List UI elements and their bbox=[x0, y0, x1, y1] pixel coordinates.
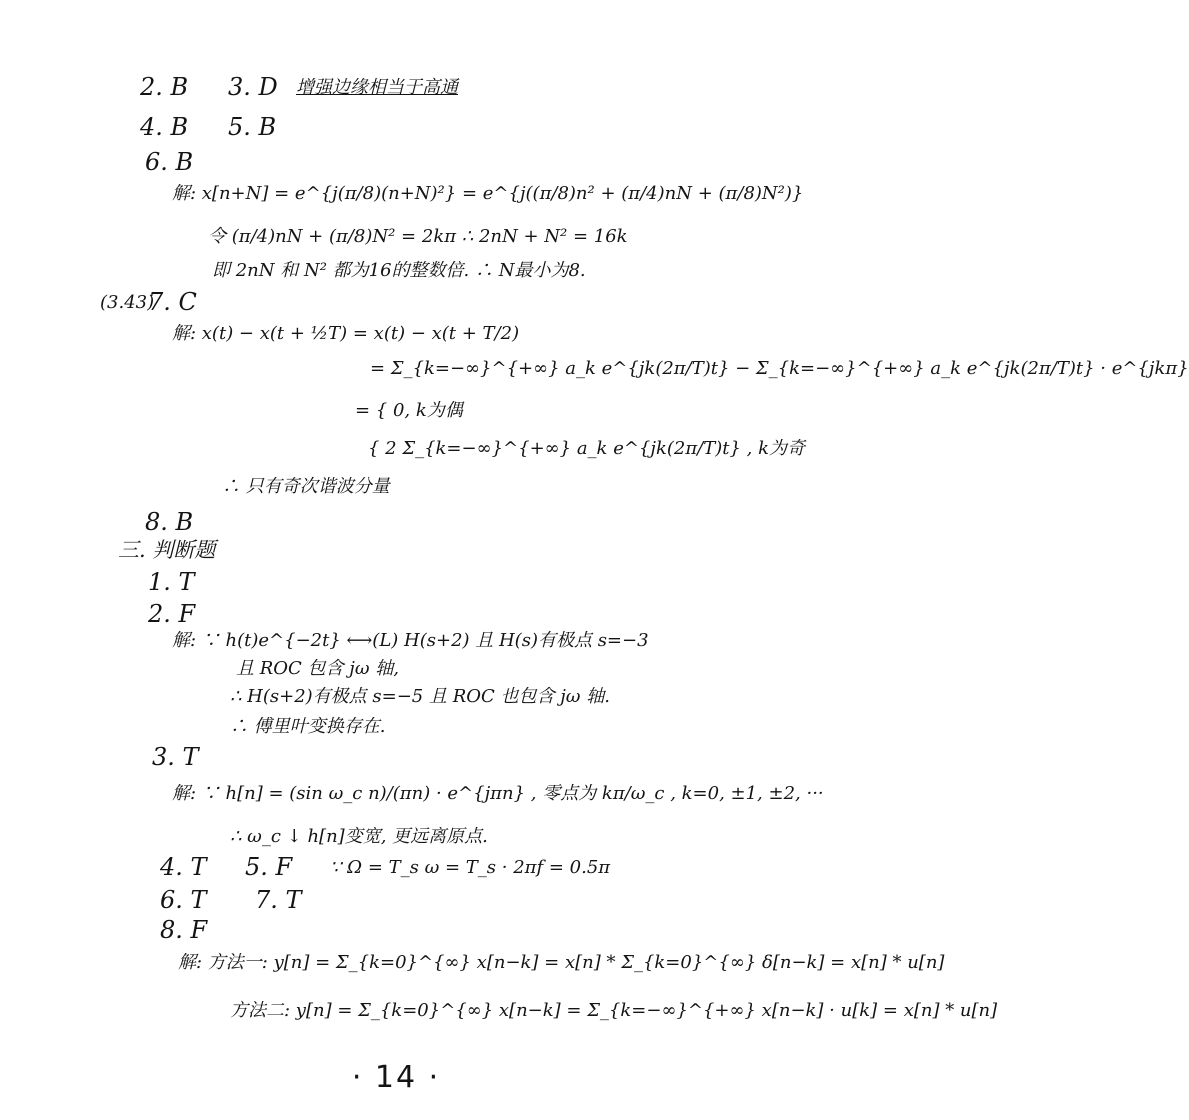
answer-3: 3. D bbox=[228, 73, 278, 101]
answer-2: 2. B bbox=[140, 73, 189, 101]
solution-j2-line1: 解: ∵ h(t)e^{−2t} ⟷(L) H(s+2) 且 H(s)有极点 s=−3 bbox=[172, 630, 649, 651]
solution-j2-line2: 且 ROC 包含 jω 轴, bbox=[236, 658, 399, 679]
solution-j8-method1: 解: 方法一: y[n] = Σ_{k=0}^{∞} x[n−k] = x[n] * Σ_{k=0}^{∞} δ[n−k] = x[n] * u[n] bbox=[178, 952, 945, 973]
reference-tag: (3.43) bbox=[100, 292, 155, 313]
solution-j2-line3: ∴ H(s+2)有极点 s=−5 且 ROC 也包含 jω 轴. bbox=[230, 686, 610, 707]
answer-8: 8. B bbox=[145, 508, 194, 536]
page-number: · 14 · bbox=[351, 1060, 441, 1095]
answer-4: 4. B bbox=[140, 113, 189, 141]
solution-7-line4: { 2 Σ_{k=−∞}^{+∞} a_k e^{jk(2π/T)t} , k为奇 bbox=[368, 438, 806, 459]
solution-j2-line4: ∴ 傅里叶变换存在. bbox=[230, 716, 386, 737]
judgement-7: 7. T bbox=[255, 886, 302, 914]
answer-3-note: 增强边缘相当于高通 bbox=[296, 77, 458, 98]
judgement-1: 1. T bbox=[148, 568, 195, 596]
answer-5: 5. B bbox=[228, 113, 277, 141]
section-heading-judgement: 三. 判断题 bbox=[118, 538, 216, 562]
solution-j3-line1: 解: ∵ h[n] = (sin ω_c n)/(πn) · e^{jπn} , 零点为 kπ/ω_c , k=0, ±1, ±2, ··· bbox=[172, 783, 824, 804]
judgement-4: 4. T bbox=[160, 853, 207, 881]
judgement-3: 3. T bbox=[152, 743, 199, 771]
solution-7-conclusion: ∴ 只有奇次谐波分量 bbox=[222, 476, 390, 497]
solution-7-line3: = { 0, k为偶 bbox=[355, 400, 463, 421]
solution-j8-method2: 方法二: y[n] = Σ_{k=0}^{∞} x[n−k] = Σ_{k=−∞}^{+∞} x[n−k] · u[k] = x[n] * u[n] bbox=[230, 1000, 998, 1021]
solution-6-line3: 即 2nN 和 N² 都为16的整数倍. ∴ N最小为8. bbox=[212, 260, 586, 281]
judgement-8: 8. F bbox=[160, 916, 208, 944]
solution-j3-line2: ∴ ω_c ↓ h[n]变宽, 更远离原点. bbox=[230, 826, 488, 847]
solution-j5: ∵ Ω = T_s ω = T_s · 2πf = 0.5π bbox=[330, 857, 611, 878]
judgement-6: 6. T bbox=[160, 886, 207, 914]
judgement-5: 5. F bbox=[245, 853, 293, 881]
solution-6-line2: 令 (π/4)nN + (π/8)N² = 2kπ ∴ 2nN + N² = 16k bbox=[208, 226, 628, 247]
judgement-2: 2. F bbox=[148, 600, 196, 628]
solution-6-line1: 解: x[n+N] = e^{j(π/8)(n+N)²} = e^{j((π/8)n² + (π/4)nN + (π/8)N²)} bbox=[172, 183, 804, 204]
solution-7-line1: 解: x(t) − x(t + ½T) = x(t) − x(t + T/2) bbox=[172, 323, 520, 344]
answer-6: 6. B bbox=[145, 148, 194, 176]
answer-7: 7. C bbox=[148, 288, 197, 316]
solution-7-line2: = Σ_{k=−∞}^{+∞} a_k e^{jk(2π/T)t} − Σ_{k=−∞}^{+∞} a_k e^{jk(2π/T)t} · e^{jkπ} bbox=[370, 358, 1189, 379]
